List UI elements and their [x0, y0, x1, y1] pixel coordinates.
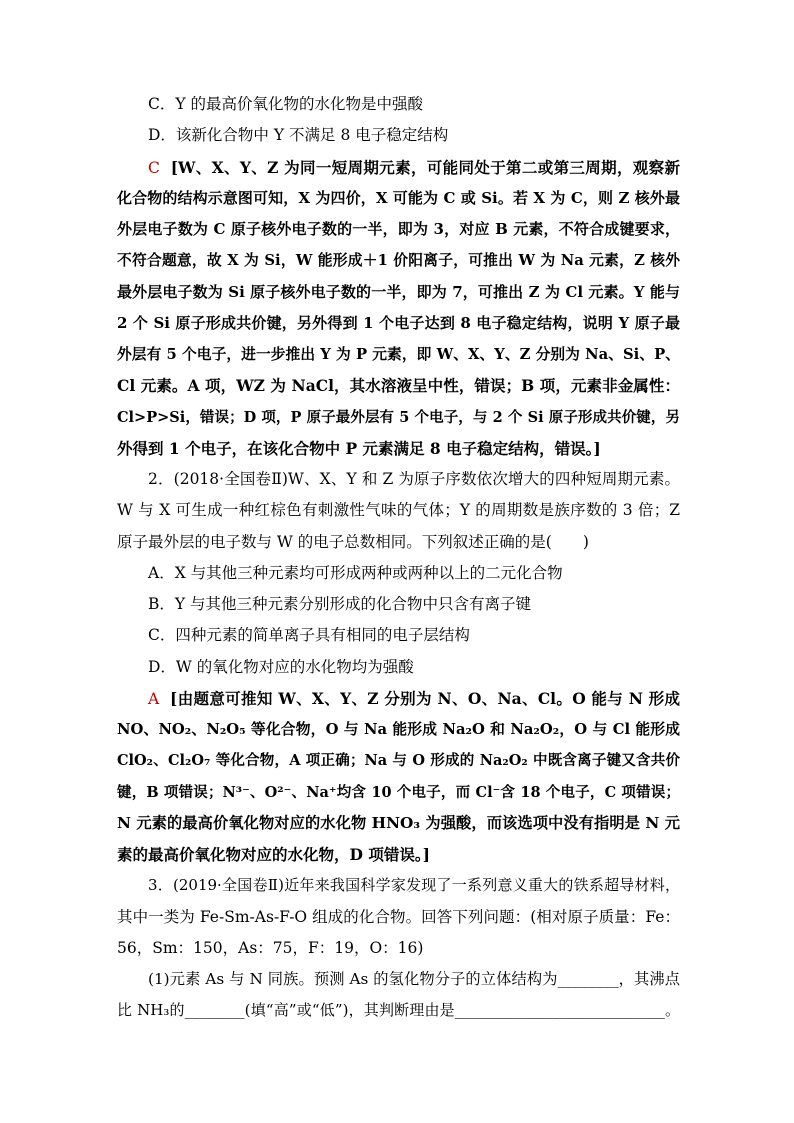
- q3-stem-line: 3．(2019·全国卷Ⅱ)近年来我国科学家发现了一系列意义重大的铁系超导材料，: [148, 876, 680, 895]
- q1-answer-line: 化合物的结构示意图可知，X 为四价，X 可能为 C 或 Si。若 X 为 C，则 Z 核外最: [117, 188, 680, 207]
- document-page: [117, 89, 680, 1027]
- q1-answer-text: [W、X、Y、Z 为同一短周期元素，可能同处于第二或第三周期，观察新: [170, 157, 680, 177]
- q2-option-d: D．W 的氧化物对应的水化物均为强酸: [148, 657, 414, 676]
- q2-stem-line: 原子最外层的电子数与 W 的电子总数相同。下列叙述正确的是( ): [117, 532, 589, 551]
- q1-answer-line: 不符合题意，故 X 为 Si，W 能形成＋1 价阳离子，可推出 W 为 Na 元素，Z 核外: [117, 252, 680, 270]
- q3-part1-line: (1)元素 As 与 N 同族。预测 As 的氢化物分子的立体结构为________，其沸点: [148, 970, 680, 988]
- q2-answer-letter: A: [148, 689, 160, 708]
- q1-answer-line: Cl 元素。A 项，WZ 为 NaCl，其水溶液呈中性，错误；B 项，元素非金属性：: [117, 376, 680, 396]
- q2-answer-line: [117, 683, 680, 714]
- q2-answer-text: [由题意可推知 W、X、Y、Z 分别为 N、O、Na、Cl。O 能与 N 形成: [170, 688, 680, 708]
- q2-answer-line: N 元素的最高价氧化物对应的水化物 HNO₃ 为强酸，而该选项中没有指明是 N 元: [117, 813, 680, 832]
- q1-option-c: C．Y 的最高价氧化物的水化物是中强酸: [148, 95, 424, 113]
- q1-answer-line: 2 个 Si 原子形成共价键，另外得到 1 个电子达到 8 电子稳定结构，说明 Y 原子最: [117, 313, 680, 332]
- q3-stem-line: 56，Sm：150，As：75，F：19，O：16): [117, 938, 424, 957]
- q1-answer-letter: C: [148, 158, 160, 177]
- q2-option-c: C．四种元素的简单离子具有相同的电子层结构: [148, 626, 470, 645]
- q3-part1-line: 比 NH₃的________(填“高”或“低”)，其判断理由是____________________________。: [117, 1001, 680, 1020]
- q1-answer-line: [117, 152, 680, 183]
- q1-answer-line: 外层有 5 个电子，进一步推出 Y 为 P 元素，即 W、X、Y、Z 分别为 Na、Si、P、: [117, 346, 680, 363]
- q1-answer-line: 外层电子数为 C 原子核外电子数的一半，即为 3，对应 B 元素，不符合成键要求，: [117, 220, 680, 238]
- q2-option-b: B．Y 与其他三种元素分别形成的化合物中只含有离子键: [148, 595, 532, 613]
- q1-option-d: D．该新化合物中 Y 不满足 8 电子稳定结构: [148, 126, 449, 145]
- q2-stem-line: W 与 X 可生成一种红棕色有刺激性气味的气体；Y 的周期数是族序数的 3 倍；Z: [117, 501, 680, 520]
- q2-answer-line: 素的最高价氧化物对应的水化物，D 项错误。]: [117, 845, 430, 864]
- q2-stem-line: 2．(2018·全国卷Ⅱ)W、X、Y 和 Z 为原子序数依次增大的四种短周期元素。: [148, 470, 680, 488]
- q1-answer-line: 外得到 1 个电子，在该化合物中 P 元素满足 8 电子稳定结构，错误。]: [117, 438, 601, 458]
- q1-answer-line: 最外层电子数为 Si 原子核外电子数的一半，即为 7，可推出 Z 为 Cl 元素。Y 能与: [117, 282, 680, 301]
- q2-option-a: A．X 与其他三种元素均可形成两种或两种以上的二元化合物: [148, 563, 563, 582]
- q1-answer-line: Cl>P>Si，错误；D 项，P 原子最外层有 5 个电子，与 2 个 Si 原子形成共价键，另: [117, 408, 680, 426]
- q2-answer-line: 键，B 项错误；N³⁻、O²⁻、Na⁺均含 10 个电子，而 Cl⁻含 18 个电子，C 项错误；: [117, 783, 680, 801]
- q2-answer-line: ClO₂、Cl₂O₇ 等化合物，A 项正确；Na 与 O 形成的 Na₂O₂ 中既含离子键又含共价: [117, 752, 680, 770]
- q3-stem-line: 其中一类为 Fe-Sm-As-F-O 组成的化合物。回答下列问题：(相对原子质量：Fe：: [117, 907, 680, 926]
- q2-answer-line: NO、NO₂、N₂O₅ 等化合物，O 与 Na 能形成 Na₂O 和 Na₂O₂，O 与 Cl 能形成: [117, 721, 680, 738]
